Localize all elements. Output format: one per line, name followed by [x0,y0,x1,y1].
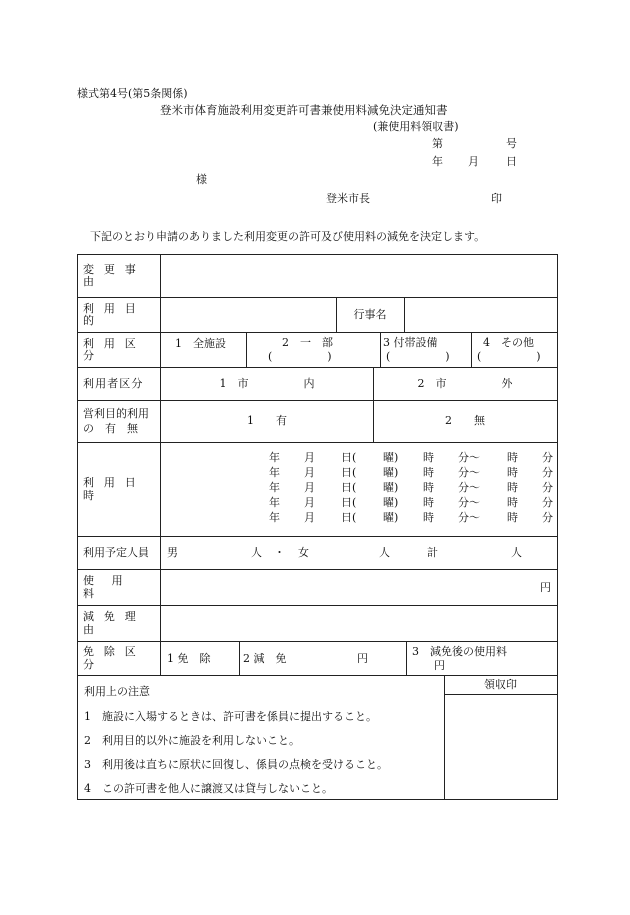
exemption-option-1[interactable]: 1 免 除 [161,642,240,675]
form-number: 様式第4号(第5条関係) [77,87,188,100]
purpose-field[interactable] [161,298,337,332]
label-datetime: 利用日時 [83,476,146,502]
category-option-2[interactable]: 2 一 部 ( ) [246,333,381,367]
document-title: 登米市体育施設利用変更許可書兼使用料減免決定通知書 [160,103,448,117]
permit-form-table [77,254,558,800]
category-option-4[interactable]: 4 その他 ( ) [477,336,541,363]
note-item-4: 4 この許可書を他人に譲渡又は貸与しないこと。 [84,782,333,795]
number-suffix: 号 [506,137,517,150]
note-item-2: 2 利用目的以外に施設を利用しないこと。 [84,734,300,747]
label-commercial: 営利目的利用 [83,406,149,420]
change-reason-field[interactable] [161,255,558,298]
event-name-field[interactable] [405,298,557,332]
datetime-line: 年 月 日( 曜) 時 分〜 時 分 [269,451,553,464]
label-change-reason: 変更事由 [83,262,146,288]
commercial-option-yes[interactable]: 1 有 [161,401,374,442]
row-notes [78,676,558,800]
label-purpose: 利用目的 [83,301,146,327]
label-planned-users: 利用予定人員 [83,545,149,559]
label-reduction-reason: 減免理由 [83,610,146,636]
datetime-line: 年 月 日( 曜) 時 分〜 時 分 [269,466,553,479]
row-purpose [78,298,558,333]
fee-field[interactable]: 円 [161,570,558,606]
event-label: 行事名 [336,298,405,332]
label-fee: 使用料 [83,574,141,600]
exemption-option-3[interactable]: 3 減免後の使用料 円 [412,645,507,672]
row-user-category [78,368,558,401]
intro-text: 下記のとおり申請のありました利用変更の許可及び使用料の減免を決定します。 [90,230,486,243]
notes-area [78,676,445,799]
note-item-1: 1 施設に入場するときは、許可書を係員に提出すること。 [84,710,377,723]
category-option-1[interactable]: 1 全施設 [161,333,247,367]
date-month: 月 [468,155,479,168]
row-commercial [78,401,558,443]
planned-users-field[interactable]: 男 人 ・ 女 人 計 人 [161,537,558,570]
note-item-3: 3 利用後は直ちに原状に回復し、係員の点検を受けること。 [84,758,388,771]
label-user-category: 利用者区分 [83,376,144,390]
category-option-3[interactable]: 3 付帯設備 ( ) [380,333,472,367]
user-category-option-1[interactable]: 1 市 内 [161,368,374,400]
row-change-reason [78,255,558,298]
receipt-seal-box[interactable] [444,694,557,799]
datetime-line: 年 月 日( 曜) 時 分〜 時 分 [269,496,553,509]
user-category-option-2[interactable]: 2 市 外 [417,376,513,390]
row-fee [78,570,558,606]
document-subtitle: (兼使用料領収書) [373,120,459,133]
datetime-line: 年 月 日( 曜) 時 分〜 時 分 [269,511,553,524]
label-category: 利用区分 [83,336,146,362]
datetime-line: 年 月 日( 曜) 時 分〜 時 分 [269,481,553,494]
label-commercial-2: の 有 無 [83,422,138,435]
issuer: 登米市長 [326,192,370,205]
row-datetime [78,443,558,537]
number-prefix: 第 [432,137,443,150]
date-day: 日 [506,155,517,168]
exemption-option-2[interactable]: 2 減 免 円 [239,642,407,675]
datetime-field[interactable] [161,443,558,537]
notes-title: 利用上の注意 [84,685,150,698]
row-planned-users [78,537,558,570]
commercial-option-no[interactable]: 2 無 [445,414,485,428]
addressee-suffix: 様 [196,173,207,186]
receipt-seal-header: 領収印 [444,676,557,695]
row-exemption [78,642,558,676]
row-reduction-reason [78,606,558,642]
date-year: 年 [432,155,443,168]
reduction-reason-field[interactable] [161,606,558,642]
seal-mark: 印 [491,192,502,205]
label-exemption: 免除区分 [83,645,146,671]
row-category [78,333,558,368]
